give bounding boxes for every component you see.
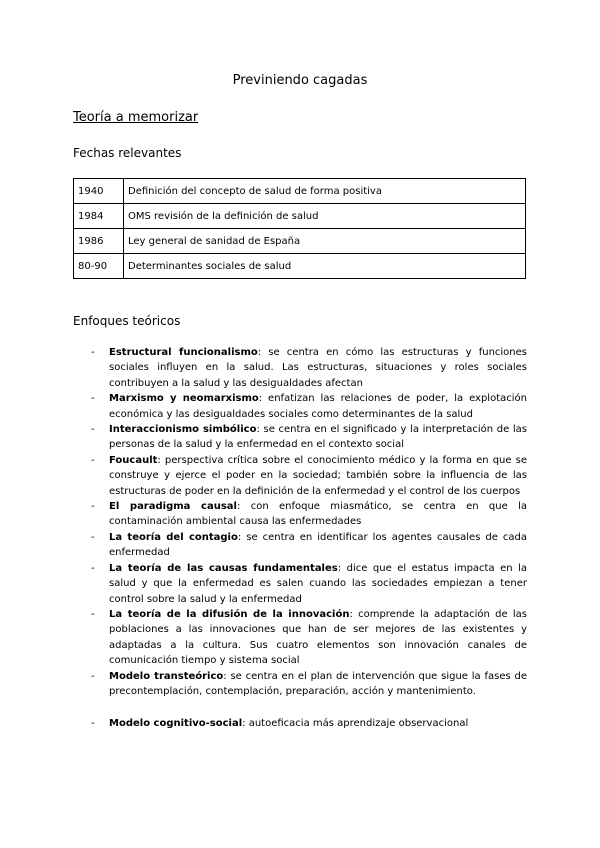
table-row [74, 179, 526, 204]
approach-term: Modelo cognitivo-social [109, 718, 243, 730]
approach-description: : autoeficacia más aprendizaje observacional [242, 718, 469, 730]
approach-term: La teoría de las causas fundamentales [109, 562, 338, 574]
list-item [91, 561, 527, 607]
date-year-cell: 1940 [74, 179, 124, 204]
date-year-cell: 1984 [74, 204, 124, 229]
bullet-dash: - [91, 531, 95, 543]
approaches-list [91, 345, 527, 732]
approach-description: : se centra en identificar los agentes causales de cada enfermedad [109, 531, 528, 559]
bullet-dash: - [91, 347, 95, 358]
approach-term: Interaccionismo simbólico [109, 424, 257, 436]
list-item [91, 499, 527, 530]
date-description-cell: Determinantes sociales de salud [124, 254, 526, 279]
bullet-dash: - [91, 562, 95, 574]
approach-term: La teoría del contagio [109, 531, 238, 543]
table-row [74, 204, 526, 229]
approach-term: Marxismo y neomarxismo [109, 393, 259, 405]
date-year-cell: 80-90 [74, 254, 124, 279]
list-item [91, 669, 527, 700]
list-item [91, 391, 527, 422]
approach-description: : se centra en el significado y la interpretación de las personas de la salud y la enfermedad en el contexto social [109, 424, 527, 451]
list-item [91, 607, 527, 669]
approach-term: Foucault [109, 454, 158, 466]
bullet-dash: - [91, 670, 95, 682]
bullet-dash: - [91, 501, 95, 513]
dates-table [73, 178, 526, 279]
list-item [91, 345, 527, 391]
dates-heading: Fechas relevantes [73, 146, 182, 160]
approach-description: : comprende la adaptación de las poblaciones a las innovaciones que han de ser mejores de las existentes y adaptadas a la cultura. Sus cuatro elementos son innovación canales de comunicación tiempo y sistema social [109, 608, 527, 667]
document-title: Previniendo cagadas [232, 73, 368, 88]
table-row [74, 254, 526, 279]
bullet-dash: - [91, 454, 95, 466]
list-item [91, 530, 527, 561]
section-title: Teoría a memorizar [73, 110, 199, 125]
approach-term: El paradigma causal [109, 501, 237, 513]
approach-term: Modelo transteórico [109, 670, 224, 682]
date-year-cell: 1986 [74, 229, 124, 254]
approach-description: : enfatizan las relaciones de poder, la explotación económica y las desigualdades sociales como determinantes de la salud [109, 393, 527, 420]
bullet-dash: - [91, 608, 95, 620]
approach-description: : dice que el estatus impacta en la salud y que la enfermedad es salen cuando las sociedades empiezan a tener control sobre la salud y la enfermedad [109, 562, 528, 605]
date-description-cell: OMS revisión de la definición de salud [124, 204, 526, 229]
bullet-dash: - [91, 718, 95, 730]
approach-description: : se centra en cómo las estructuras y funciones sociales influyen en la salud. Las estructuras, situaciones y roles sociales contribuyen a la salud y las desigualdades afectan [109, 347, 528, 389]
approach-description: : perspectiva crítica sobre el conocimiento médico y la forma en que se construye y ejerce el poder en la sociedad; también sobre la influencia de las estructuras de poder en la definición de la enfermedad y el control de los cuerpos [109, 454, 527, 497]
bullet-dash: - [91, 393, 95, 405]
list-item [91, 422, 527, 453]
date-description-cell: Definición del concepto de salud de forma positiva [124, 179, 526, 204]
approach-term: La teoría de la difusión de la innovación [109, 608, 350, 620]
list-item [91, 453, 527, 499]
date-description-cell: Ley general de sanidad de España [124, 229, 526, 254]
approach-term: Estructural funcionalismo [109, 347, 258, 358]
approaches-heading: Enfoques teóricos [73, 314, 181, 328]
table-row [74, 229, 526, 254]
approach-description: : con enfoque miasmático, se centra en que la contaminación ambiental causa las enfermedades [109, 501, 527, 528]
approach-description: : se centra en el plan de intervención que sigue la fases de precontemplación, contemplación, preparación, acción y mantenimiento. [109, 670, 527, 697]
bullet-dash: - [91, 424, 95, 436]
list-item [91, 716, 527, 731]
